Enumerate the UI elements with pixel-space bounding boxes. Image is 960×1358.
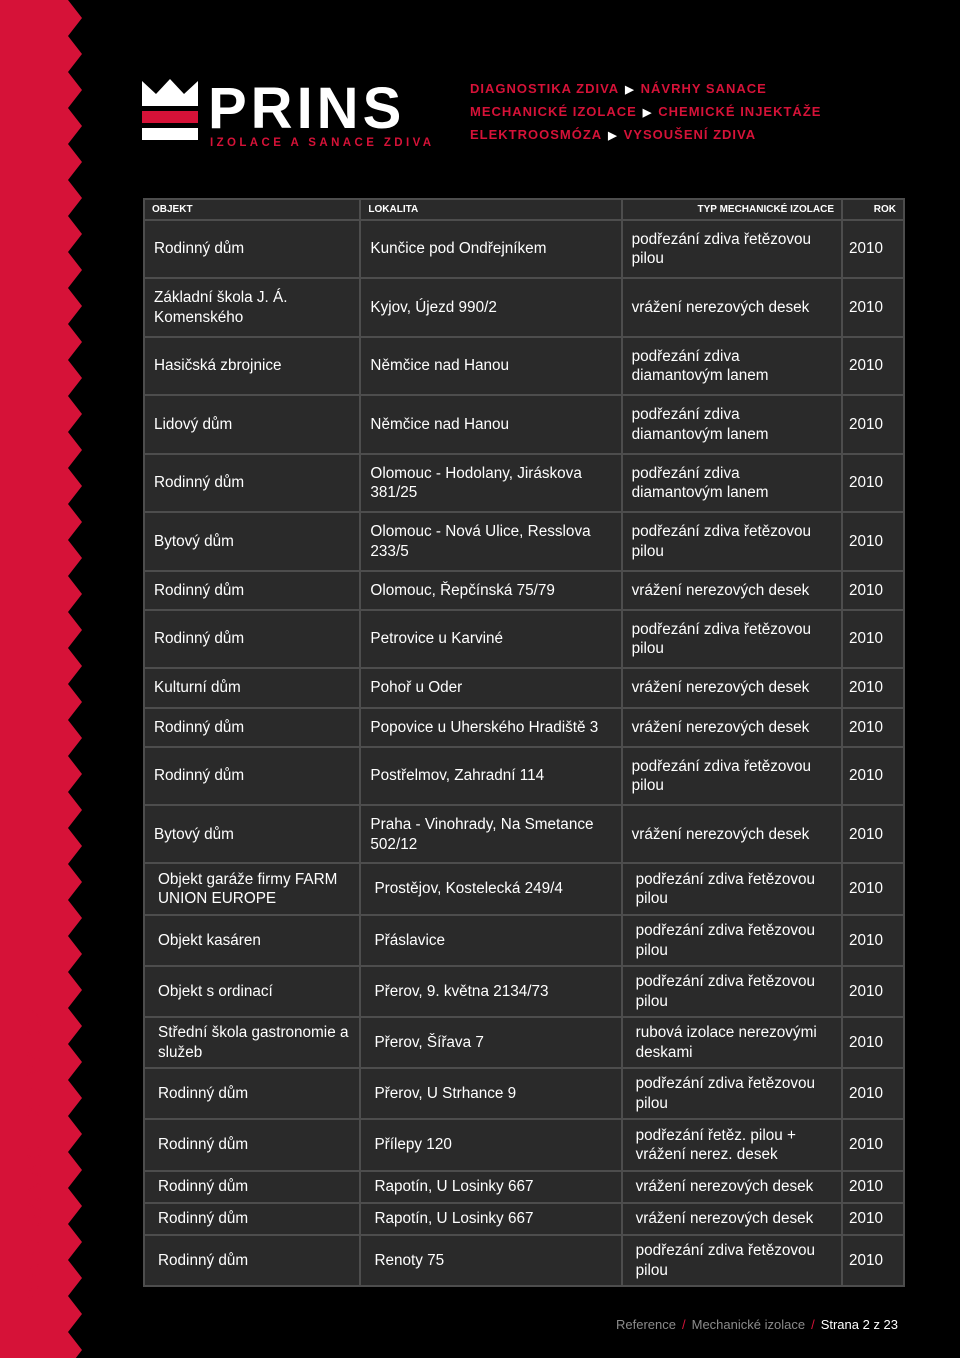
cell-rok: 2010 — [842, 863, 904, 915]
cell-rok: 2010 — [842, 668, 904, 708]
cell-objekt: Objekt garáže firmy FARM UNION EUROPE — [144, 863, 360, 915]
cell-objekt: Lidový dům — [144, 395, 360, 454]
table-row — [144, 278, 904, 337]
table-row — [144, 708, 904, 747]
cell-lokalita: Popovice u Uherského Hradiště 3 — [360, 708, 621, 747]
triangle-right-icon: ▶ — [642, 107, 653, 119]
cell-rok: 2010 — [842, 1068, 904, 1119]
crown-icon — [142, 79, 198, 140]
cell-rok: 2010 — [842, 454, 904, 512]
cell-lokalita: Přerov, U Strhance 9 — [360, 1068, 621, 1119]
cell-lokalita: Přílepy 120 — [360, 1119, 621, 1171]
cell-rok: 2010 — [842, 805, 904, 864]
cell-lokalita: Němčice nad Hanou — [360, 395, 621, 454]
table-row — [144, 395, 904, 454]
cell-lokalita: Rapotín, U Losinky 667 — [360, 1203, 621, 1235]
table-row — [144, 966, 904, 1017]
footer-section[interactable]: Reference — [616, 1317, 676, 1332]
brand-name: PRINS — [208, 76, 406, 141]
table-row — [144, 1235, 904, 1286]
footer-separator: / — [811, 1317, 815, 1332]
table-row — [144, 1017, 904, 1068]
cell-typ: podřezání zdiva řetězovou pilou — [622, 1235, 842, 1286]
table-body — [144, 863, 904, 1286]
cell-lokalita: Přerov, Šířava 7 — [360, 1017, 621, 1068]
cell-lokalita: Renoty 75 — [360, 1235, 621, 1286]
triangle-right-icon: ▶ — [608, 130, 618, 142]
services-line: ELEKTROOSMÓZA ▶ VYSOUŠENÍ ZDIVA — [470, 127, 757, 142]
cell-objekt: Rodinný dům — [144, 747, 360, 805]
table-row — [144, 1119, 904, 1171]
cell-lokalita: Olomouc - Hodolany, Jiráskova 381/25 — [360, 454, 621, 512]
cell-rok: 2010 — [842, 1203, 904, 1235]
cell-objekt: Rodinný dům — [144, 1171, 360, 1203]
table-row — [144, 1203, 904, 1235]
header-typ: TYP MECHANICKÉ IZOLACE — [622, 199, 842, 220]
table-row — [144, 512, 904, 571]
table-row — [144, 668, 904, 708]
table-row — [144, 863, 904, 915]
services-list — [470, 78, 821, 147]
cell-rok: 2010 — [842, 220, 904, 278]
cell-rok: 2010 — [842, 395, 904, 454]
header-rok: ROK — [842, 199, 904, 220]
cell-objekt: Rodinný dům — [144, 1119, 360, 1171]
cell-typ: podřezání zdiva řetězovou pilou — [622, 915, 842, 966]
cell-objekt: Rodinný dům — [144, 1068, 360, 1119]
cell-typ: podřezání zdiva řetězovou pilou — [622, 863, 842, 915]
cell-objekt: Střední škola gastronomie a služeb — [144, 1017, 360, 1068]
cell-lokalita: Olomouc - Nová Ulice, Resslova 233/5 — [360, 512, 621, 571]
cell-typ: vrážení nerezových desek — [622, 571, 842, 610]
cell-typ: podřezání řetěz. pilou + vrážení nerez. desek — [622, 1119, 842, 1171]
cell-objekt: Rodinný dům — [144, 610, 360, 668]
cell-lokalita: Postřelmov, Zahradní 114 — [360, 747, 621, 805]
cell-objekt: Bytový dům — [144, 512, 360, 571]
cell-rok: 2010 — [842, 915, 904, 966]
cell-objekt: Rodinný dům — [144, 220, 360, 278]
cell-objekt: Rodinný dům — [144, 1235, 360, 1286]
cell-rok: 2010 — [842, 1171, 904, 1203]
table-row — [144, 571, 904, 610]
website-url[interactable]: WWW.SANACE-ZDIVA.CZ — [24, 1003, 46, 1300]
cell-rok: 2010 — [842, 1017, 904, 1068]
cell-objekt: Rodinný dům — [144, 454, 360, 512]
prins-logo — [142, 76, 435, 153]
cell-typ: vrážení nerezových desek — [622, 1171, 842, 1203]
cell-rok: 2010 — [842, 708, 904, 747]
cell-rok: 2010 — [842, 610, 904, 668]
page-footer — [616, 1317, 898, 1332]
table-row — [144, 915, 904, 966]
cell-rok: 2010 — [842, 278, 904, 337]
cell-objekt: Rodinný dům — [144, 571, 360, 610]
cell-rok: 2010 — [842, 1119, 904, 1171]
cell-objekt: Základní škola J. Á. Komenského — [144, 278, 360, 337]
cell-typ: rubová izolace nerezovými deskami — [622, 1017, 842, 1068]
cell-lokalita: Němčice nad Hanou — [360, 337, 621, 395]
table-row — [144, 1068, 904, 1119]
footer-subsection[interactable]: Mechanické izolace — [691, 1317, 806, 1332]
cell-typ: podřezání zdiva řetězovou pilou — [622, 220, 842, 278]
brand-subtitle: IZOLACE A SANACE ZDIVA — [210, 137, 435, 149]
cell-lokalita: Kunčice pod Ondřejníkem — [360, 220, 621, 278]
cell-lokalita: Praha - Vinohrady, Na Smetance 502/12 — [360, 805, 621, 864]
table-row — [144, 1171, 904, 1203]
triangle-right-icon: ▶ — [625, 84, 635, 96]
table-row — [144, 747, 904, 805]
cell-objekt: Rodinný dům — [144, 708, 360, 747]
cell-rok: 2010 — [842, 571, 904, 610]
cell-typ: vrážení nerezových desek — [622, 668, 842, 708]
cell-typ: podřezání zdiva řetězovou pilou — [622, 512, 842, 571]
cell-rok: 2010 — [842, 337, 904, 395]
services-line: DIAGNOSTIKA ZDIVA ▶ NÁVRHY SANACE — [470, 81, 767, 96]
cell-lokalita: Petrovice u Karviné — [360, 610, 621, 668]
table-body — [144, 220, 904, 864]
services-line: MECHANICKÉ IZOLACE ▶ CHEMICKÉ INJEKTÁŽE — [470, 104, 822, 119]
cell-rok: 2010 — [842, 747, 904, 805]
reference-table — [143, 198, 905, 865]
cell-objekt: Kulturní dům — [144, 668, 360, 708]
cell-typ: podřezání zdiva řetězovou pilou — [622, 610, 842, 668]
table-header-row — [144, 199, 904, 220]
cell-objekt: Hasičská zbrojnice — [144, 337, 360, 395]
cell-typ: podřezání zdiva diamantovým lanem — [622, 454, 842, 512]
cell-typ: podřezání zdiva diamantovým lanem — [622, 337, 842, 395]
page-number: Strana 2 z 23 — [820, 1317, 899, 1332]
cell-typ: podřezání zdiva řetězovou pilou — [622, 747, 842, 805]
cell-objekt: Objekt kasáren — [144, 915, 360, 966]
cell-rok: 2010 — [842, 1235, 904, 1286]
reference-table-continued — [143, 862, 905, 1287]
footer-separator: / — [681, 1317, 686, 1332]
cell-lokalita: Přáslavice — [360, 915, 621, 966]
cell-lokalita: Prostějov, Kostelecká 249/4 — [360, 863, 621, 915]
cell-lokalita: Přerov, 9. května 2134/73 — [360, 966, 621, 1017]
cell-lokalita: Kyjov, Újezd 990/2 — [360, 278, 621, 337]
header-lokalita: LOKALITA — [360, 199, 621, 220]
cell-objekt: Bytový dům — [144, 805, 360, 864]
cell-typ: vrážení nerezových desek — [622, 1203, 842, 1235]
cell-lokalita: Olomouc, Řepčínská 75/79 — [360, 571, 621, 610]
table-row — [144, 805, 904, 864]
cell-typ: podřezání zdiva řetězovou pilou — [622, 1068, 842, 1119]
cell-typ: podřezání zdiva řetězovou pilou — [622, 966, 842, 1017]
cell-typ: podřezání zdiva diamantovým lanem — [622, 395, 842, 454]
cell-rok: 2010 — [842, 512, 904, 571]
cell-lokalita: Rapotín, U Losinky 667 — [360, 1171, 621, 1203]
table-row — [144, 220, 904, 278]
table-row — [144, 337, 904, 395]
table-row — [144, 454, 904, 512]
cell-typ: vrážení nerezových desek — [622, 708, 842, 747]
cell-objekt: Rodinný dům — [144, 1203, 360, 1235]
table-row — [144, 610, 904, 668]
cell-lokalita: Pohoř u Oder — [360, 668, 621, 708]
header-objekt: OBJEKT — [144, 199, 360, 220]
cell-typ: vrážení nerezových desek — [622, 278, 842, 337]
cell-typ: vrážení nerezových desek — [622, 805, 842, 864]
cell-objekt: Objekt s ordinací — [144, 966, 360, 1017]
cell-rok: 2010 — [842, 966, 904, 1017]
